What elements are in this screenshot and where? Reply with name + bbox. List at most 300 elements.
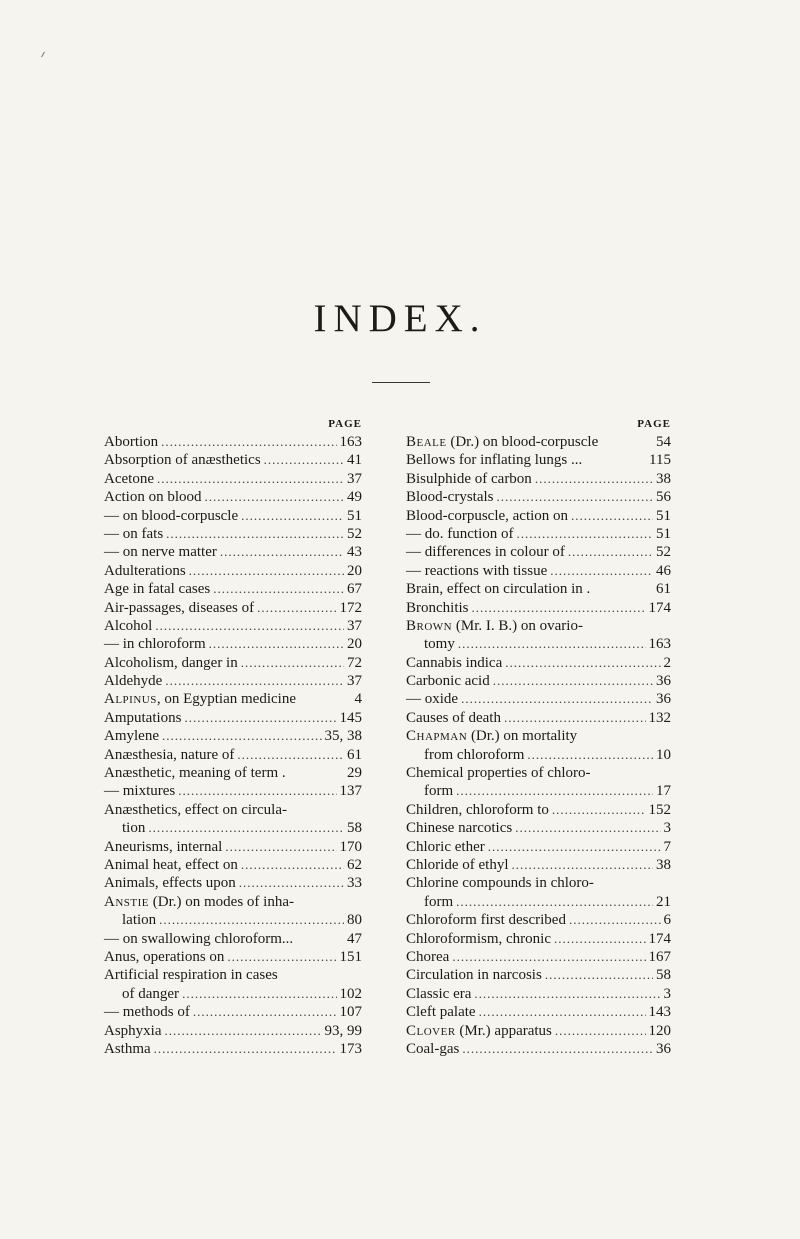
entry-page-numbers: 132	[648, 709, 671, 726]
entry-author-name: Chapman	[406, 728, 468, 745]
dot-leader	[148, 819, 344, 837]
entry-page-numbers: 7	[663, 838, 671, 855]
index-entry	[104, 635, 362, 653]
page-column-header: PAGE	[637, 418, 671, 430]
entry-page-numbers: 10	[656, 746, 671, 763]
entry-text: Chemical properties of chloro-	[406, 765, 591, 782]
entry-page-numbers: 37	[347, 673, 362, 690]
entry-label	[104, 672, 162, 690]
entry-label	[406, 580, 590, 598]
index-entry	[104, 911, 362, 929]
index-entry	[406, 654, 671, 672]
index-entry	[104, 488, 362, 506]
dot-leader	[166, 525, 344, 543]
entry-page-numbers: 54	[656, 434, 671, 450]
index-entry	[104, 930, 362, 948]
entry-text: Anæsthetics, effect on circula-	[104, 801, 287, 818]
dot-leader	[569, 911, 661, 929]
entry-label	[406, 985, 471, 1003]
entry-label	[104, 1003, 190, 1021]
entry-page-numbers: 20	[347, 562, 362, 579]
index-entries	[406, 433, 671, 1058]
index-entry	[104, 893, 362, 911]
entry-text: from chloroform	[424, 746, 525, 763]
entry-label	[104, 654, 238, 672]
entry-text: — on swallowing chloroform...	[104, 930, 294, 947]
entry-label	[104, 635, 206, 653]
dot-leader	[162, 727, 322, 745]
entry-label	[104, 507, 238, 525]
dot-leader	[516, 525, 653, 543]
index-entry	[104, 433, 362, 451]
dot-leader	[456, 782, 653, 800]
entry-label	[104, 580, 210, 598]
entry-text: — on fats	[104, 525, 164, 542]
entry-label	[406, 617, 583, 635]
index-entry	[406, 782, 671, 800]
entry-text: Chloric ether	[406, 838, 485, 855]
entry-text: — reactions with tissue	[406, 562, 548, 579]
entry-page-numbers: 143	[648, 1004, 671, 1021]
entry-text: Alcohol	[104, 617, 153, 634]
entry-text: Aldehyde	[104, 673, 163, 690]
entry-label	[406, 672, 490, 690]
entry-label	[406, 1022, 552, 1040]
entry-text: Aneurisms, internal	[104, 838, 223, 855]
index-entry	[104, 672, 362, 690]
dot-leader	[264, 451, 344, 469]
entry-page-numbers: 80	[347, 912, 362, 929]
index-entry	[104, 1040, 362, 1058]
entry-text: (Dr.) on mortality	[467, 728, 578, 745]
entry-text: Amylene	[104, 728, 159, 745]
index-entry	[104, 764, 362, 782]
dot-leader	[220, 543, 344, 561]
entry-text: Circulation in narcosis	[406, 967, 542, 984]
entry-label	[406, 451, 582, 469]
entry-label	[104, 617, 152, 635]
entry-label	[104, 562, 186, 580]
dot-leader	[474, 985, 660, 1003]
entry-page-numbers: 38	[656, 856, 671, 873]
index-entry	[406, 801, 671, 819]
index-entry	[104, 727, 362, 745]
entry-label	[406, 690, 458, 708]
entry-text: — methods of	[104, 1004, 190, 1021]
entry-text: form	[424, 783, 454, 800]
index-entry	[406, 1003, 671, 1021]
entry-text: Air-passages, diseases of	[104, 599, 255, 616]
entry-label	[104, 838, 222, 856]
entry-label	[406, 562, 547, 580]
entry-page-numbers: 21	[656, 893, 671, 910]
index-entry	[104, 580, 362, 598]
entry-text: Coal-gas	[406, 1040, 460, 1057]
index-entry	[104, 525, 362, 543]
entry-text: Chorea	[406, 948, 450, 965]
index-entry	[104, 617, 362, 635]
entry-text: Chloroform first described	[406, 912, 566, 929]
entry-label	[406, 599, 469, 617]
entry-page-numbers: 173	[339, 1040, 362, 1057]
dot-leader	[189, 562, 344, 580]
entry-label	[406, 911, 566, 929]
entry-text: — mixtures	[104, 783, 176, 800]
entry-author-name: Clover	[406, 1022, 456, 1039]
dot-leader	[193, 1003, 337, 1021]
entry-label	[104, 948, 224, 966]
dot-leader	[154, 1040, 337, 1058]
entry-page-numbers: 137	[339, 783, 362, 800]
entry-label	[406, 746, 524, 764]
page-column-header: PAGE	[328, 418, 362, 430]
index-entry	[104, 543, 362, 561]
entry-text: Chloride of ethyl	[406, 856, 509, 873]
index-entry	[406, 893, 671, 911]
dot-leader	[257, 599, 336, 617]
dot-leader	[552, 801, 646, 819]
dot-leader	[209, 635, 344, 653]
entry-label	[104, 470, 154, 488]
entry-text: Anus, operations on	[104, 948, 225, 965]
entry-page-numbers: 36	[656, 673, 671, 690]
entry-label	[406, 488, 494, 506]
entry-text: Causes of death	[406, 709, 501, 726]
entry-label	[406, 838, 485, 856]
entry-page-numbers: 6	[663, 912, 671, 929]
entry-text: (Dr.) on modes of inha-	[149, 893, 294, 910]
index-entry	[104, 690, 362, 708]
index-entry	[406, 1022, 671, 1040]
entry-text: Anæsthetic, meaning of term .	[104, 765, 286, 782]
entry-page-numbers: 17	[656, 783, 671, 800]
entry-page-numbers: 102	[339, 985, 362, 1002]
index-entry	[104, 856, 362, 874]
index-entry	[406, 599, 671, 617]
entry-label	[104, 451, 261, 469]
entry-label	[406, 801, 549, 819]
entry-text: Blood-corpuscle, action on	[406, 507, 569, 524]
dot-leader	[456, 893, 653, 911]
index-entry	[104, 709, 362, 727]
entry-text: Carbonic acid	[406, 673, 490, 690]
dot-leader	[458, 635, 646, 653]
entry-page-numbers: 49	[347, 489, 362, 506]
index-entry	[104, 1003, 362, 1021]
entry-label	[406, 543, 565, 561]
index-entry	[104, 507, 362, 525]
index-entry	[406, 672, 671, 690]
index-entry	[104, 966, 362, 984]
entry-text: Anæsthesia, nature of	[104, 746, 235, 763]
entry-text: — differences in colour of	[406, 544, 565, 561]
entry-label	[104, 1040, 151, 1058]
entry-label	[104, 764, 286, 782]
index-entry	[406, 985, 671, 1003]
entry-label	[406, 635, 455, 653]
entry-page-numbers: 152	[648, 801, 671, 818]
entry-text: Bronchitis	[406, 599, 469, 616]
dot-leader	[515, 819, 660, 837]
dot-leader	[452, 948, 645, 966]
entry-page-numbers: 2	[663, 654, 671, 671]
index-entry	[104, 782, 362, 800]
dot-leader	[165, 672, 344, 690]
dot-leader	[472, 599, 646, 617]
dot-leader	[461, 690, 653, 708]
entry-page-numbers: 56	[656, 489, 671, 506]
dot-leader	[227, 948, 336, 966]
index-entry	[406, 507, 671, 525]
entry-page-numbers: 51	[656, 507, 671, 524]
entry-page-numbers: 20	[347, 636, 362, 653]
entry-author-name: Anstie	[104, 893, 149, 910]
entry-page-numbers: 37	[347, 617, 362, 634]
entry-text: Amputations	[104, 709, 182, 726]
dot-leader	[161, 433, 336, 451]
entry-text: Acetone	[104, 470, 154, 487]
entry-text: — do. function of	[406, 525, 514, 542]
dot-leader	[241, 856, 344, 874]
dot-leader	[504, 709, 646, 727]
dot-leader	[555, 1022, 646, 1040]
entry-text: Animals, effects upon	[104, 875, 236, 892]
dot-leader	[157, 470, 344, 488]
dot-leader	[497, 488, 654, 506]
entry-page-numbers: 38	[656, 470, 671, 487]
dot-leader	[511, 856, 653, 874]
entry-page-numbers: 72	[347, 654, 362, 671]
index-entry	[406, 543, 671, 561]
entry-label	[104, 543, 217, 561]
index-entry	[406, 525, 671, 543]
entry-page-numbers: 3	[663, 820, 671, 837]
dot-leader	[527, 746, 653, 764]
index-column-right	[406, 418, 671, 1058]
entry-text: tomy	[424, 636, 455, 653]
page-title: INDEX.	[313, 297, 487, 340]
entry-page-numbers: 62	[347, 856, 362, 873]
dot-leader	[241, 654, 344, 672]
index-entry	[104, 746, 362, 764]
entry-label	[104, 746, 234, 764]
entry-page-numbers: 4	[354, 691, 362, 708]
entry-page-numbers: 61	[347, 746, 362, 763]
index-entry	[406, 746, 671, 764]
index-entry	[406, 856, 671, 874]
dot-leader	[550, 562, 653, 580]
entry-author-name: Brown	[406, 617, 453, 634]
entry-text: Artificial respiration in cases	[104, 967, 278, 984]
entry-page-numbers: 163	[339, 434, 362, 450]
index-entry	[406, 488, 671, 506]
entry-page-numbers: 41	[347, 452, 362, 469]
dot-leader	[239, 874, 344, 892]
entry-text: Cannabis indica	[406, 654, 503, 671]
entry-page-numbers: 47	[347, 930, 362, 947]
entry-page-numbers: 120	[648, 1022, 671, 1039]
entry-page-numbers: 174	[648, 930, 671, 947]
entry-label	[406, 525, 513, 543]
entry-text: Action on blood	[104, 489, 202, 506]
index-entry	[406, 874, 671, 892]
index-entry	[406, 580, 671, 598]
entry-label	[104, 727, 159, 745]
entry-page-numbers: 163	[648, 636, 671, 653]
entry-label	[406, 709, 501, 727]
entry-label	[104, 782, 175, 800]
index-entry	[406, 727, 671, 745]
dot-leader	[185, 709, 337, 727]
entry-page-numbers: 174	[648, 599, 671, 616]
entry-text: — in chloroform	[104, 636, 206, 653]
index-entry	[406, 764, 671, 782]
entry-text: Absorption of anæsthetics	[104, 452, 261, 469]
dot-leader	[568, 543, 653, 561]
entry-text: Abortion	[104, 434, 159, 450]
entry-label	[406, 470, 532, 488]
entry-page-numbers: 29	[347, 765, 362, 782]
entry-label	[104, 801, 287, 819]
dot-leader	[241, 507, 344, 525]
entry-label	[104, 819, 145, 837]
entry-text: Classic era	[406, 985, 472, 1002]
index-entry	[406, 930, 671, 948]
entry-label	[406, 433, 598, 451]
entry-label	[406, 966, 542, 984]
entry-page-numbers: 151	[339, 948, 362, 965]
dot-leader	[213, 580, 344, 598]
index-entry	[104, 948, 362, 966]
entry-page-numbers: 67	[347, 581, 362, 598]
entry-label	[104, 893, 294, 911]
entry-text: Asphyxia	[104, 1022, 162, 1039]
dot-leader	[462, 1040, 653, 1058]
entry-page-numbers: 172	[339, 599, 362, 616]
entry-text: Animal heat, effect on	[104, 856, 238, 873]
entry-label	[104, 433, 158, 451]
entry-label	[406, 930, 551, 948]
entry-label	[104, 488, 202, 506]
index-entry	[406, 838, 671, 856]
index-entry	[104, 1022, 362, 1040]
entry-text: tion	[122, 820, 146, 837]
entry-text: — oxide	[406, 691, 459, 708]
entry-page-numbers: 58	[656, 967, 671, 984]
index-entry	[104, 470, 362, 488]
entry-page-numbers: 51	[347, 507, 362, 524]
stray-ink-mark	[41, 52, 45, 58]
entry-label	[104, 856, 238, 874]
entry-text: Cleft palate	[406, 1004, 476, 1021]
index-entry	[406, 690, 671, 708]
entry-label	[104, 1022, 162, 1040]
index-entry	[406, 562, 671, 580]
entry-text: Blood-crystals	[406, 489, 494, 506]
entry-label	[406, 1040, 459, 1058]
entry-page-numbers: 58	[347, 820, 362, 837]
index-entry	[406, 709, 671, 727]
entry-label	[406, 764, 591, 782]
entry-page-numbers: 107	[339, 1004, 362, 1021]
dot-leader	[225, 838, 336, 856]
entry-text: of danger	[122, 985, 180, 1002]
entry-page-numbers: 52	[656, 544, 671, 561]
entry-text: — on nerve matter	[104, 544, 217, 561]
entry-page-numbers: 36	[656, 691, 671, 708]
dot-leader	[488, 838, 661, 856]
dot-leader	[155, 617, 344, 635]
entry-text: (Dr.) on blood-corpuscle	[446, 434, 599, 450]
entry-page-numbers: 52	[347, 525, 362, 542]
entry-label	[406, 782, 453, 800]
dot-leader	[535, 470, 653, 488]
entry-label	[406, 507, 568, 525]
dot-leader	[554, 930, 646, 948]
entry-page-numbers: 33	[347, 875, 362, 892]
entry-label	[104, 930, 293, 948]
entry-label	[406, 893, 453, 911]
index-entry	[406, 433, 671, 451]
entry-author-name: Beale	[406, 434, 447, 450]
entry-text: Children, chloroform to	[406, 801, 549, 818]
dot-leader	[493, 672, 653, 690]
entry-label	[406, 948, 449, 966]
entry-text: Brain, effect on circulation in .	[406, 581, 591, 598]
index-entry	[406, 819, 671, 837]
entry-page-numbers: 3	[663, 985, 671, 1002]
entry-text: — on blood-corpuscle	[104, 507, 239, 524]
entry-text: Asthma	[104, 1040, 151, 1057]
index-entry	[406, 1040, 671, 1058]
entry-text: , on Egyptian medicine	[156, 691, 296, 708]
entry-page-numbers: 61	[656, 581, 671, 598]
index-entry	[104, 599, 362, 617]
entry-page-numbers: 170	[339, 838, 362, 855]
entry-page-numbers: 37	[347, 470, 362, 487]
dot-leader	[178, 782, 336, 800]
index-entry	[406, 451, 671, 469]
dot-leader	[479, 1003, 646, 1021]
index-entry	[104, 838, 362, 856]
dot-leader	[505, 654, 660, 672]
dot-leader	[205, 488, 345, 506]
index-entries	[104, 433, 362, 1058]
entry-page-numbers: 167	[648, 948, 671, 965]
entry-author-name: Alpinus	[104, 691, 157, 708]
entry-text: Chloroformism, chronic	[406, 930, 551, 947]
index-entry	[104, 801, 362, 819]
entry-text: (Mr. I. B.) on ovario-	[452, 617, 583, 634]
dot-leader	[571, 507, 653, 525]
entry-text: (Mr.) apparatus	[455, 1022, 552, 1039]
entry-text: Bellows for inflating lungs ...	[406, 452, 583, 469]
index-entry	[104, 985, 362, 1003]
entry-text: Adulterations	[104, 562, 186, 579]
index-entry	[104, 654, 362, 672]
index-column-left	[104, 418, 362, 1058]
entry-text: Chinese narcotics	[406, 820, 513, 837]
entry-label	[406, 874, 594, 892]
title-divider	[372, 382, 430, 383]
entry-page-numbers: 43	[347, 544, 362, 561]
index-entry	[406, 966, 671, 984]
dot-leader	[237, 746, 344, 764]
entry-page-numbers: 51	[656, 525, 671, 542]
entry-label	[104, 911, 156, 929]
index-entry	[104, 451, 362, 469]
dot-leader	[182, 985, 336, 1003]
